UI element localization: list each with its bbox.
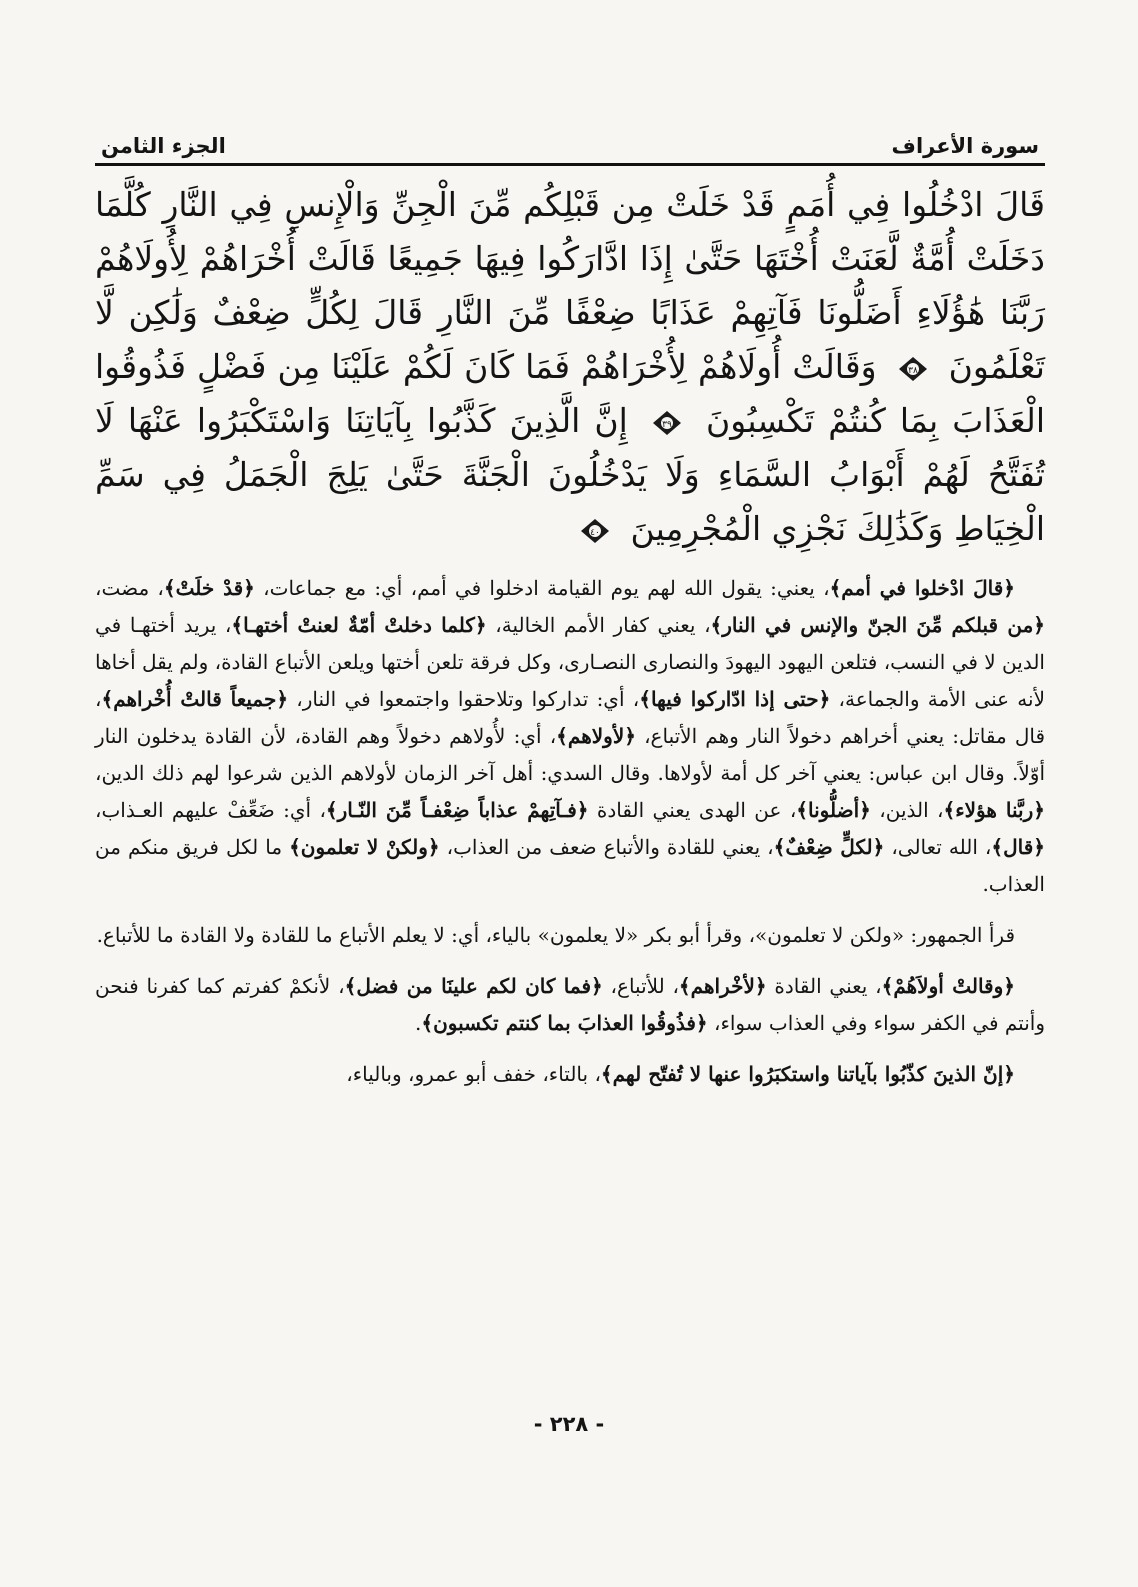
commentary-text: ، أي: تداركوا وتلاحقوا واجتمعوا في النار، [288,687,640,711]
commentary-text: ، يعني كفار الأمم الخالية، [486,613,711,637]
commentary-text: ، يعني القادة [766,974,882,998]
commentary-text: . [415,1011,422,1035]
ayah-number-40: ٤٠ [590,528,600,538]
quran-verse-39-text: وَقَالَتْ أُولَاهُمْ لِأُخْرَاهُمْ فَمَا كَانَ لَكُمْ عَلَيْنَا مِن فَضْلٍ فَذُوقُوا الْعَذَابَ بِمَا كُنتُمْ تَكْسِبُونَ [95,347,1045,440]
running-header [95,118,1045,158]
quran-verse-38-text: قَالَ ادْخُلُوا فِي أُمَمٍ قَدْ خَلَتْ مِن قَبْلِكُم مِّنَ الْجِنِّ وَالْإِنسِ فِي النَّارِ كُلَّمَا دَخَلَتْ أُمَّةٌ لَّعَنَتْ أُخْتَهَا حَتَّىٰ إِذَا ادَّارَكُوا فِيهَا جَمِيعًا قَالَتْ أُخْرَاهُمْ لِأُولَاهُمْ رَبَّنَا هَٰؤُلَاءِ أَضَلُّونَا فَآتِهِمْ عَذَابًا ضِعْفًا مِّنَ النَّارِ قَالَ لِكُلٍّ ضِعْفٌ وَلَٰكِن لَّا تَعْلَمُونَ [95,185,1045,386]
quoted-phrase: ﴿فما كان لكم علينَا من فضل﴾ [344,974,603,998]
commentary-text: ، قال مقاتل: يعني أخراهم دخولاً النار وهم الأتباع، [95,687,1045,748]
ayah-number-38: ٣٨ [907,366,918,376]
ayah-end-icon-39 [652,410,682,436]
commentary-text: ، عن الهدى يعني القادة [588,798,797,822]
commentary-text: ، يريد أختهـا في الدين لا في النسب، فتلعن اليهود اليهودَ والنصارى النصـارى، وكل فرقة تلعن أختها ويلعن الأتباع القادة، ولم يقل أخاها لأنه عنى الأمة والجماعة، [95,613,1045,711]
commentary-text: ، لأنكمْ كفرتم كما كفرنا فنحن وأنتم في الكفر سواء وفي العذاب سواء، [95,974,1045,1035]
quoted-phrase: ﴿حتى إذا ادّاركوا فيها﴾ [639,687,831,711]
commentary-text: ، يعني للقادة والأتباع ضعف من العذاب، [439,835,774,859]
tafsir-paragraph-2: قرأ الجمهور: «ولكن لا تعلمون»، وقرأ أبو بكر «لا يعلمون» بالياء، أي: لا يعلم الأتباع ما للقادة ولا القادة ما للأتباع. [96,923,1015,947]
quoted-phrase: ﴿من قبلكم مِّنَ الجنّ والإنس في النار﴾ [710,613,1046,637]
quoted-phrase: ﴿لأخْراهم﴾ [678,974,767,998]
quoted-phrase: ﴿ولكنْ لا تعلمون﴾ [289,835,440,859]
quran-verse-40-text: إِنَّ الَّذِينَ كَذَّبُوا بِآيَاتِنَا وَاسْتَكْبَرُوا عَنْهَا لَا تُفَتَّحُ لَهُمْ أَبْوَابُ السَّمَاءِ وَلَا يَدْخُلُونَ الْجَنَّةَ حَتَّىٰ يَلِجَ الْجَمَلُ فِي سَمِّ الْخِيَاطِ وَكَذَٰلِكَ نَجْزِي الْمُجْرِمِينَ [95,401,1045,548]
ayah-end-icon-38 [898,356,928,382]
commentary-text: ، للأتباع، [602,974,679,998]
quoted-phrase: ﴿كلما دخلتْ أمّةٌ لعنتْ أختهـا﴾ [231,613,487,637]
commentary-text: ، الذين، [870,798,944,822]
quoted-phrase: ﴿ربَّنا هؤلاء﴾ [943,798,1045,822]
quoted-phrase: ﴿أضلُّونا﴾ [796,798,871,822]
quoted-phrase: ﴿قدْ خلَتْ﴾ [163,576,255,600]
juz-title: الجزء الثامن [101,134,226,158]
header-rule [95,163,1045,166]
ayah-number-39: ٣٩ [662,420,672,430]
tafsir-paragraph-3 [95,968,1045,1042]
commentary-text: ، بالتاء، خفف أبو عمرو، وبالياء، [346,1062,601,1086]
tafsir-paragraph-4 [95,1056,1045,1093]
quran-text [95,178,1045,556]
page [95,118,1045,1107]
commentary-text: ، أي: لأُولاهم دخولاً وهم القادة، لأن القادة يدخلون النار أوّلاً. وقال ابن عباس: يعني آخر كل أمة لأولاها. وقال السدي: أهل آخر الزمان لأولاهم الذين شرعوا لهم ذلك الدين، [95,724,1045,785]
commentary-text: ، يعني: يقول الله لهم يوم القيامة ادخلوا في أمم، أي: مع جماعات، [254,576,830,600]
quoted-phrase: ﴿قالَ ادْخلوا في أمم﴾ [829,576,1015,600]
commentary-text: ، أي: ضَعِّفْ عليهم العـذاب، [95,798,326,822]
quoted-phrase: ﴿لكلٍّ ضِعْفٌ﴾ [773,835,885,859]
tafsir-body [95,570,1045,1093]
commentary-text: ، الله تعالى، [884,835,992,859]
surah-title: سورة الأعراف [891,134,1039,158]
quoted-phrase: ﴿فـآتِهمْ عذاباً ضِعْفـاً مِّنَ النّـار﴾ [325,798,589,822]
quoted-phrase: ﴿لأولاهم﴾ [556,724,636,748]
ayah-end-icon-40 [580,518,610,544]
quoted-phrase: ﴿قال﴾ [991,835,1045,859]
quoted-phrase: ﴿جميعاً قالتْ أُخْراهم﴾ [101,687,289,711]
quoted-phrase: ﴿وقالتْ أولاَهُمْ﴾ [881,974,1015,998]
quoted-phrase: ﴿فذُوقُوا العذابَ بما كنتم تكسبون﴾ [421,1011,708,1035]
quoted-phrase: ﴿إنّ الذينَ كذّبُوا بآياتنا واستكبَرُوا عنها لا تُفتّح لهم﴾ [600,1062,1015,1086]
page-number: - ٢٢٨ - [533,1412,605,1436]
commentary-text: ، مضت، [95,576,164,600]
tafsir-paragraph-1 [95,570,1045,903]
commentary-text: ما لكل فريق منكم من العذاب. [95,835,1045,896]
